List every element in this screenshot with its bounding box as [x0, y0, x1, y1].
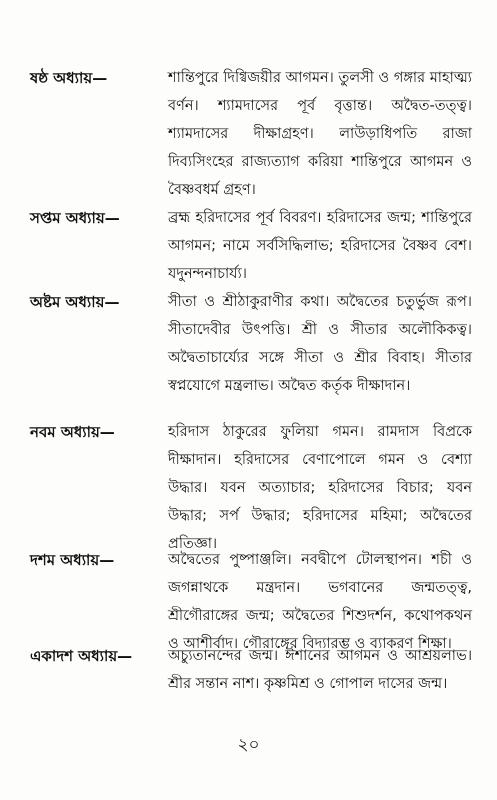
chapter-heading: ষষ্ঠ অধ্যায়— — [30, 69, 108, 87]
chapter-summary: অচ্যুতানন্দের জন্ম। ঈশানের আগমন ও আশ্রয়লাভ। শ্রীর সন্তান নাশ। কৃষ্ণমিশ্র ও গোপাল দাসের জন্ম। — [168, 648, 472, 692]
chapter-heading: সপ্তম অধ্যায়— — [30, 209, 120, 227]
chapter-summary: হরিদাস ঠাকুরের ফুলিয়া গমন। রামদাস বিপ্রকে দীক্ষাদান। হরিদাসের বেণাপোলে গমন ও বেশ্যা উদ্ধার। যবন অত্যাচার; হরিদাসের বিচার; যবন উদ্ধার; সর্প উদ্ধার; হরিদাসের মহিমা; অদ্বৈতের প্রতিজ্ঞা। — [168, 424, 472, 552]
page-number: ২০ — [237, 735, 260, 755]
chapter-summary: অদ্বৈতের পুষ্পাঞ্জলি। নবদ্বীপে টোলস্থাপন। শচী ও জগন্নাথকে মন্ত্রদান। ভগবানের জন্মতত্ত্ব, শ্রীগৌরাঙ্গের জন্ম; অদ্বৈতের শিশুদর্শন, কথোপকথন ও আশীর্বাদ। গৌরাঙ্গের বিদ্যারম্ভ ও ব্যাকরণ শিক্ষা। — [168, 552, 472, 652]
chapter-summary: সীতা ও শ্রীঠাকুরাণীর কথা। অদ্বৈতের চতুর্ভুজ রূপ। সীতাদেবীর উৎপত্তি। শ্রী ও সীতার অলৌকিকত্ব। অদ্বৈতাচার্য্যের সঙ্গে সীতা ও শ্রীর বিবাহ। সীতার স্বপ্নযোগে মন্ত্রলাভ। অদ্বৈত কর্তৃক দীক্ষাদান। — [168, 294, 472, 394]
chapter-heading: অষ্টম অধ্যায়— — [30, 293, 120, 311]
chapter-heading: একাদশ অধ্যায়— — [30, 647, 133, 665]
chapter-heading: নবম অধ্যায়— — [30, 423, 115, 441]
chapter-summary: শান্তিপুরে দিগ্বিজয়ীর আগমন। তুলসী ও গঙ্গার মাহাত্ম্য বর্ণন। শ্যামদাসের পূর্ব বৃত্তান্ত। অদ্বৈত-তত্ত্ব। শ্যামদাসের দীক্ষাগ্রহণ। লাউড়াধিপতি রাজা দিব্যসিংহের রাজ্যত্যাগ করিয়া শান্তিপুরে আগমন ও বৈষ্ণবধর্ম গ্রহণ। — [168, 70, 472, 198]
chapter-heading: দশম অধ্যায়— — [30, 551, 115, 569]
chapter-summary: ব্রহ্ম হরিদাসের পূর্ব বিবরণ। হরিদাসের জন্ম; শান্তিপুরে আগমন; নামে সর্বসিদ্ধিলাভ; হরিদাসের বৈষ্ণব বেশ। যদুনন্দনাচার্য্য। — [168, 210, 472, 282]
